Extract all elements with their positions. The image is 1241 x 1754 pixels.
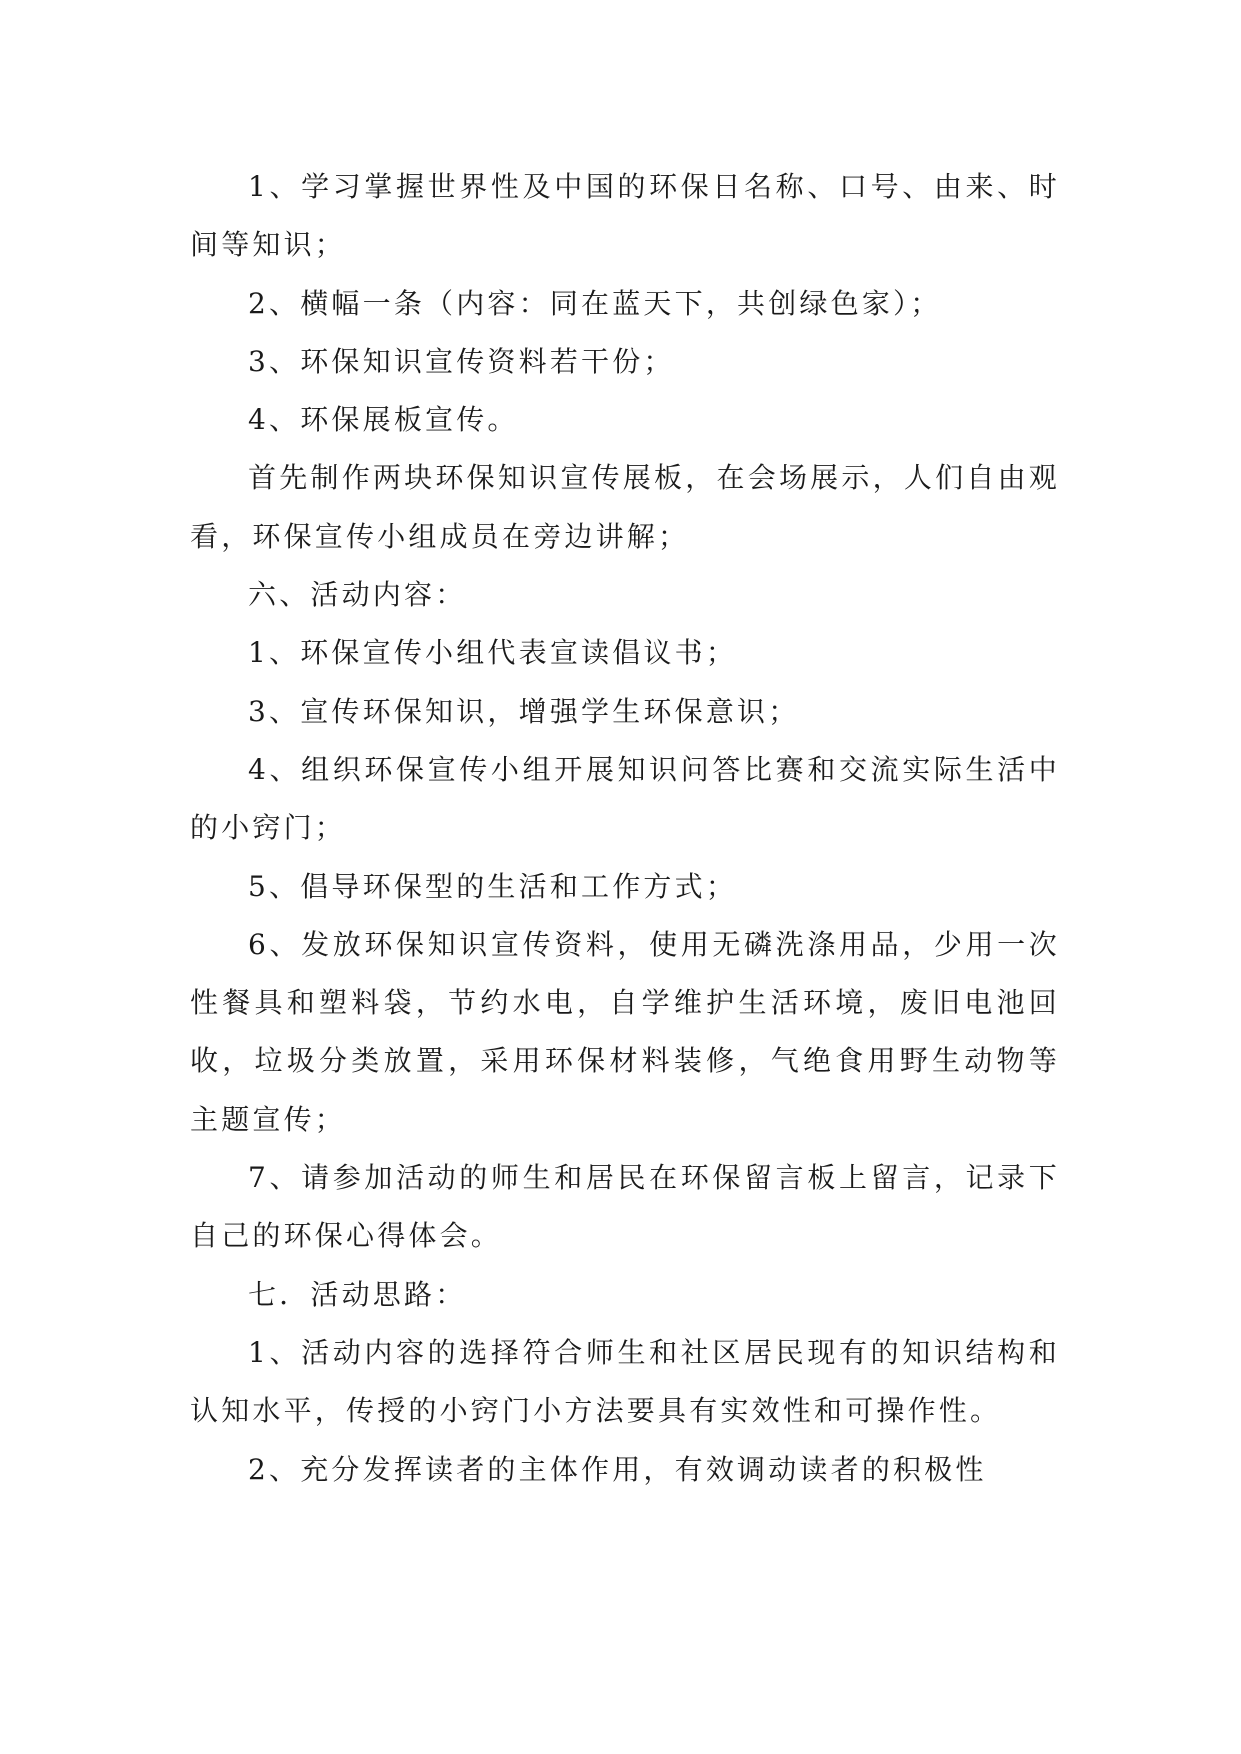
idea-item-1: 1、活动内容的选择符合师生和社区居民现有的知识结构和认知水平，传授的小窍门小方法要具有实效性和可操作性。 [190,1335,1060,1428]
activity-item-3: 3、宣传环保知识，增强学生环保意识； [248,694,800,728]
section-heading-activity-content: 六、活动内容： [248,578,467,612]
paragraph-item-3: 3、环保知识宣传资料若干份； [248,344,675,378]
paragraph-item-4: 4、环保展板宣传。 [248,403,519,437]
activity-item-5: 5、倡导环保型的生活和工作方式； [248,869,738,903]
paragraph-item-1: 1、学习掌握世界性及中国的环保日名称、口号、由来、时间等知识； [190,170,1060,262]
paragraph-display-intro: 首先制作两块环保知识宣传展板，在会场展示，人们自由观看，环保宣传小组成员在旁边讲解； [190,461,1060,553]
idea-item-2: 2、充分发挥读者的主体作用，有效调动读者的积极性 [248,1452,987,1486]
activity-item-6: 6、发放环保知识宣传资料，使用无磷洗涤用品，少用一次性餐具和塑料袋，节约水电，自学维护生活环境，废旧电池回收，垃圾分类放置，采用环保材料装修，气绝食用野生动物等主题宣传； [190,927,1060,1136]
paragraph-item-2: 2、横幅一条（内容：同在蓝天下，共创绿色家）； [248,286,942,320]
activity-item-1: 1、环保宣传小组代表宣读倡议书； [248,636,738,670]
document-body [190,158,1060,1499]
activity-item-7: 7、请参加活动的师生和居民在环保留言板上留言，记录下自己的环保心得体会。 [190,1161,1060,1253]
section-heading-activity-ideas: 七．活动思路： [248,1277,467,1311]
activity-item-4: 4、组织环保宣传小组开展知识问答比赛和交流实际生活中的小窍门； [190,752,1060,845]
